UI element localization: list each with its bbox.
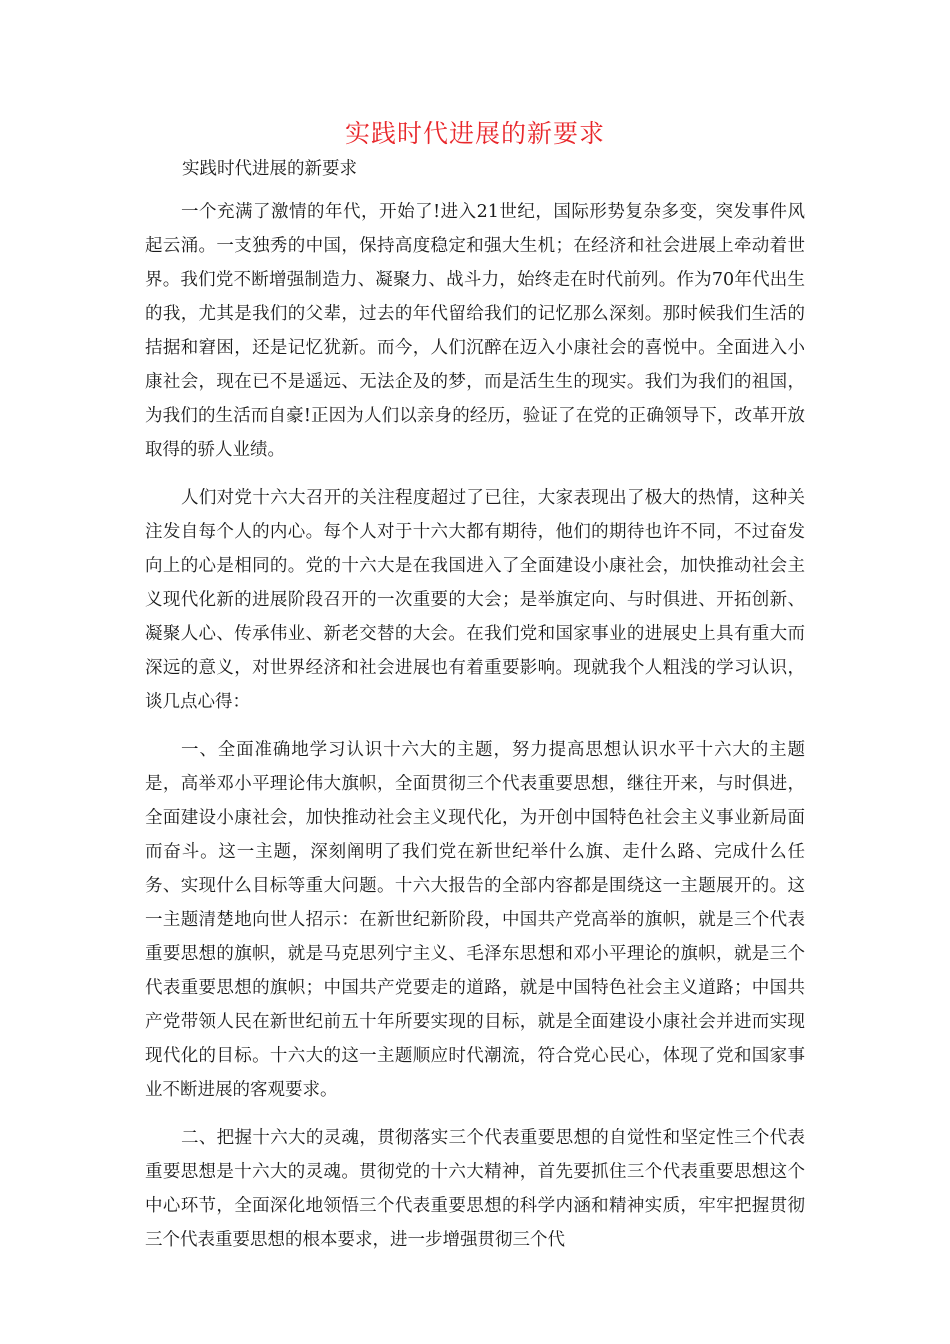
paragraph-2: 人们对党十六大召开的关注程度超过了已往，大家表现出了极大的热情，这种关注发自每个人的内心。每个人对于十六大都有期待，他们的期待也许不同，不过奋发向上的心是相同的。党的十六大是在我国进入了全面建设小康社会，加快推动社会主义现代化新的进展阶段召开的一次重要的大会；是举旗定向、与时俱进、开拓创新、凝聚人心、传承伟业、新老交替的大会。在我们党和国家事业的进展史上具有重大而深远的意义，对世界经济和社会进展也有着重要影响。现就我个人粗浅的学习认识，谈几点心得： bbox=[145, 488, 805, 712]
document-body bbox=[145, 195, 805, 1271]
paragraph-3: 一、全面准确地学习认识十六大的主题，努力提高思想认识水平十六大的主题是，高举邓小平理论伟大旗帜，全面贯彻三个代表重要思想，继往开来，与时俱进，全面建设小康社会，加快推动社会主义现代化，为开创中国特色社会主义事业新局面而奋斗。这一主题，深刻阐明了我们党在新世纪举什么旗、走什么路、完成什么任务、实现什么目标等重大问题。十六大报告的全部内容都是围绕这一主题展开的。这一主题清楚地向世人招示：在新世纪新阶段，中国共产党高举的旗帜，就是三个代表重要思想的旗帜，就是马克思列宁主义、毛泽东思想和邓小平理论的旗帜，就是三个代表重要思想的旗帜；中国共产党要走的道路，就是中国特色社会主义道路；中国共产党带领人民在新世纪前五十年所要实现的目标，就是全面建设小康社会并进而实现现代化的目标。十六大的这一主题顺应时代潮流，符合党心民心，体现了党和国家事业不断进展的客观要求。 bbox=[145, 740, 805, 1100]
paragraph-1: 一个充满了激情的年代，开始了!进入21世纪，国际形势复杂多变，突发事件风起云涌。一支独秀的中国，保持高度稳定和强大生机；在经济和社会进展上牵动着世界。我们党不断增强制造力、凝聚力、战斗力，始终走在时代前列。作为70年代出生的我，尤其是我们的父辈，过去的年代留给我们的记忆那么深刻。那时候我们生活的拮据和窘困，还是记忆犹新。而今，人们沉醉在迈入小康社会的喜悦中。全面进入小康社会，现在已不是遥远、无法企及的梦，而是活生生的现实。我们为我们的祖国，为我们的生活而自豪!正因为人们以亲身的经历，验证了在党的正确领导下，改革开放取得的骄人业绩。 bbox=[145, 202, 805, 460]
document-title: 实践时代进展的新要求 bbox=[344, 119, 605, 148]
paragraph-4: 二、把握十六大的灵魂，贯彻落实三个代表重要思想的自觉性和坚定性三个代表重要思想是十六大的灵魂。贯彻党的十六大精神，首先要抓住三个代表重要思想这个中心环节，全面深化地领悟三个代表重要思想的科学内涵和精神实质，牢牢把握贯彻三个代表重要思想的根本要求，进一步增强贯彻三个代 bbox=[145, 1128, 805, 1250]
document-subtitle: 实践时代进展的新要求 bbox=[182, 159, 357, 179]
